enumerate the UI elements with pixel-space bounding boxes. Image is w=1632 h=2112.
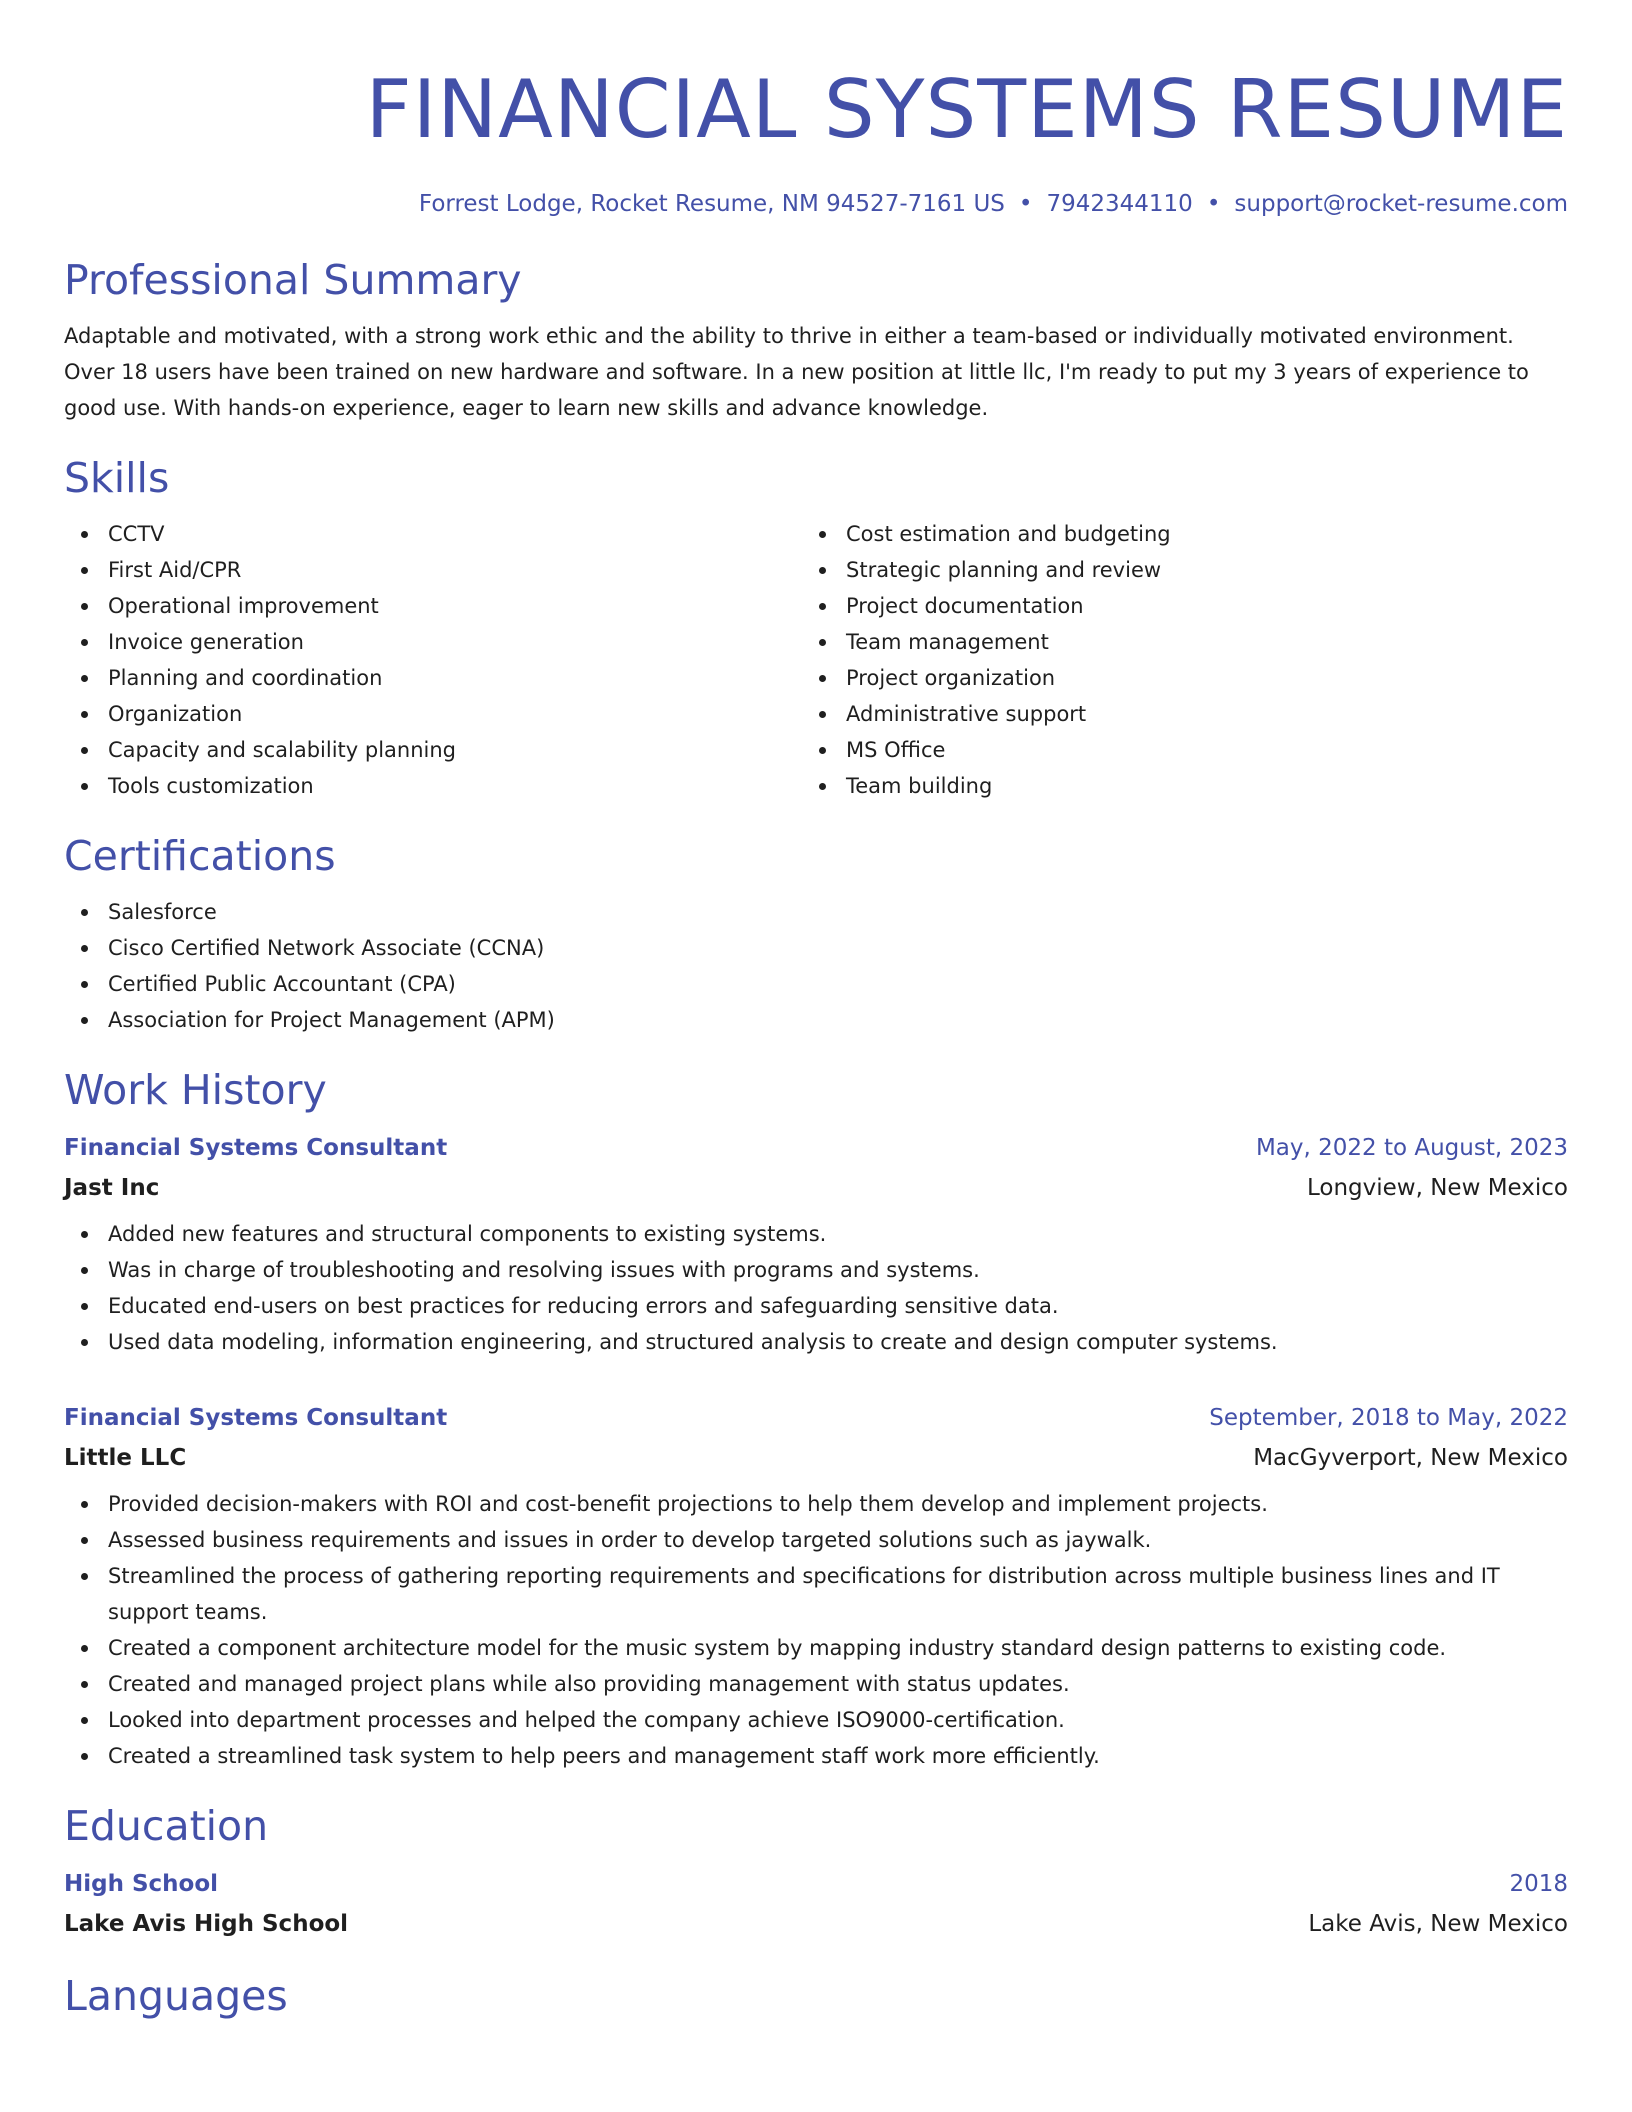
work-history-heading: Work History <box>64 1066 327 1114</box>
languages-heading: Languages <box>64 1972 288 2020</box>
skill-item: First Aid/CPR <box>64 552 802 588</box>
resume-title: FINANCIAL SYSTEMS RESUME <box>365 63 1568 156</box>
certifications-section <box>64 830 1568 1038</box>
skill-item: Cost estimation and budgeting <box>802 516 1568 552</box>
education-header <box>64 1864 1568 1904</box>
summary-heading: Professional Summary <box>64 256 522 304</box>
job-bullet: Assessed business requirements and issues in order to develop targeted solutions such as jaywalk. <box>64 1522 1568 1558</box>
skill-item: Team building <box>802 768 1568 804</box>
contact-address: Forrest Lodge, Rocket Resume, NM 94527-7161 US <box>418 191 1005 217</box>
skill-item: Capacity and scalability planning <box>64 732 802 768</box>
job-dates: September, 2018 to May, 2022 <box>1209 1405 1568 1431</box>
job-bullet: Added new features and structural components to existing systems. <box>64 1216 1568 1252</box>
languages-section <box>64 1970 1568 2022</box>
skill-item: Project documentation <box>802 588 1568 624</box>
skill-item: Planning and coordination <box>64 660 802 696</box>
job-entry <box>64 1398 1568 1774</box>
skills-column-right <box>802 516 1568 804</box>
job-company: Jast Inc <box>64 1175 160 1201</box>
skill-item: Tools customization <box>64 768 802 804</box>
contact-phone: 7942344110 <box>1046 191 1193 217</box>
skill-item: Operational improvement <box>64 588 802 624</box>
education-subheader <box>64 1904 1568 1944</box>
job-title: Financial Systems Consultant <box>64 1405 448 1431</box>
education-heading: Education <box>64 1802 269 1850</box>
skill-item: MS Office <box>802 732 1568 768</box>
skill-item: Administrative support <box>802 696 1568 732</box>
contact-email[interactable]: support@rocket-resume.com <box>1234 191 1568 217</box>
job-location: Longview, New Mexico <box>1306 1175 1568 1201</box>
job-company: Little LLC <box>64 1445 187 1471</box>
contact-separator: • <box>1018 191 1033 217</box>
education-location: Lake Avis, New Mexico <box>1308 1911 1568 1937</box>
certifications-heading: Certifications <box>64 832 336 880</box>
contact-line <box>64 188 1568 220</box>
contact-separator: • <box>1206 191 1221 217</box>
education-degree: High School <box>64 1871 219 1897</box>
certification-item: Cisco Certified Network Associate (CCNA) <box>64 930 1568 966</box>
work-history-section <box>64 1064 1568 1774</box>
job-bullet: Used data modeling, information engineering, and structured analysis to create and design computer systems. <box>64 1324 1568 1360</box>
job-bullet: Created a streamlined task system to help peers and management staff work more efficiently. <box>64 1738 1568 1774</box>
job-dates: May, 2022 to August, 2023 <box>1255 1135 1568 1161</box>
skills-heading: Skills <box>64 454 170 502</box>
job-bullet: Educated end-users on best practices for reducing errors and safeguarding sensitive data. <box>64 1288 1568 1324</box>
certification-item: Salesforce <box>64 894 1568 930</box>
certification-item: Certified Public Accountant (CPA) <box>64 966 1568 1002</box>
summary-text: Adaptable and motivated, with a strong work ethic and the ability to thrive in either a team-based or individually motivated environment. Over 18 users have been trained on new hardware and software. In a new position at little llc, I'm ready to put my 3 years of experience to good use. With hands-on experience, eager to learn new skills and advance knowledge. <box>64 324 1529 420</box>
skill-item: Team management <box>802 624 1568 660</box>
education-school: Lake Avis High School <box>64 1911 349 1937</box>
education-year: 2018 <box>1509 1871 1568 1897</box>
job-bullet: Provided decision-makers with ROI and cost-benefit projections to help them develop and implement projects. <box>64 1486 1568 1522</box>
job-title: Financial Systems Consultant <box>64 1135 448 1161</box>
skill-item: CCTV <box>64 516 802 552</box>
skills-section <box>64 452 1568 804</box>
job-bullet: Created a component architecture model for the music system by mapping industry standard design patterns to existing code. <box>64 1630 1568 1666</box>
skill-item: Strategic planning and review <box>802 552 1568 588</box>
job-location: MacGyverport, New Mexico <box>1253 1445 1568 1471</box>
education-entry <box>64 1864 1568 1944</box>
job-header <box>64 1128 1568 1168</box>
job-bullet: Streamlined the process of gathering reporting requirements and specifications for distribution across multiple business lines and IT support teams. <box>64 1558 1568 1630</box>
skill-item: Invoice generation <box>64 624 802 660</box>
certification-item: Association for Project Management (APM) <box>64 1002 1568 1038</box>
job-bullet: Looked into department processes and helped the company achieve ISO9000-certification. <box>64 1702 1568 1738</box>
skills-column-left <box>64 516 802 804</box>
job-subheader <box>64 1438 1568 1478</box>
skills-grid <box>64 516 1568 804</box>
summary-section <box>64 254 1568 426</box>
job-entry <box>64 1128 1568 1360</box>
education-section <box>64 1800 1568 1944</box>
job-bullet: Was in charge of troubleshooting and resolving issues with programs and systems. <box>64 1252 1568 1288</box>
skill-item: Project organization <box>802 660 1568 696</box>
job-header <box>64 1398 1568 1438</box>
job-subheader <box>64 1168 1568 1208</box>
job-bullet: Created and managed project plans while also providing management with status updates. <box>64 1666 1568 1702</box>
skill-item: Organization <box>64 696 802 732</box>
